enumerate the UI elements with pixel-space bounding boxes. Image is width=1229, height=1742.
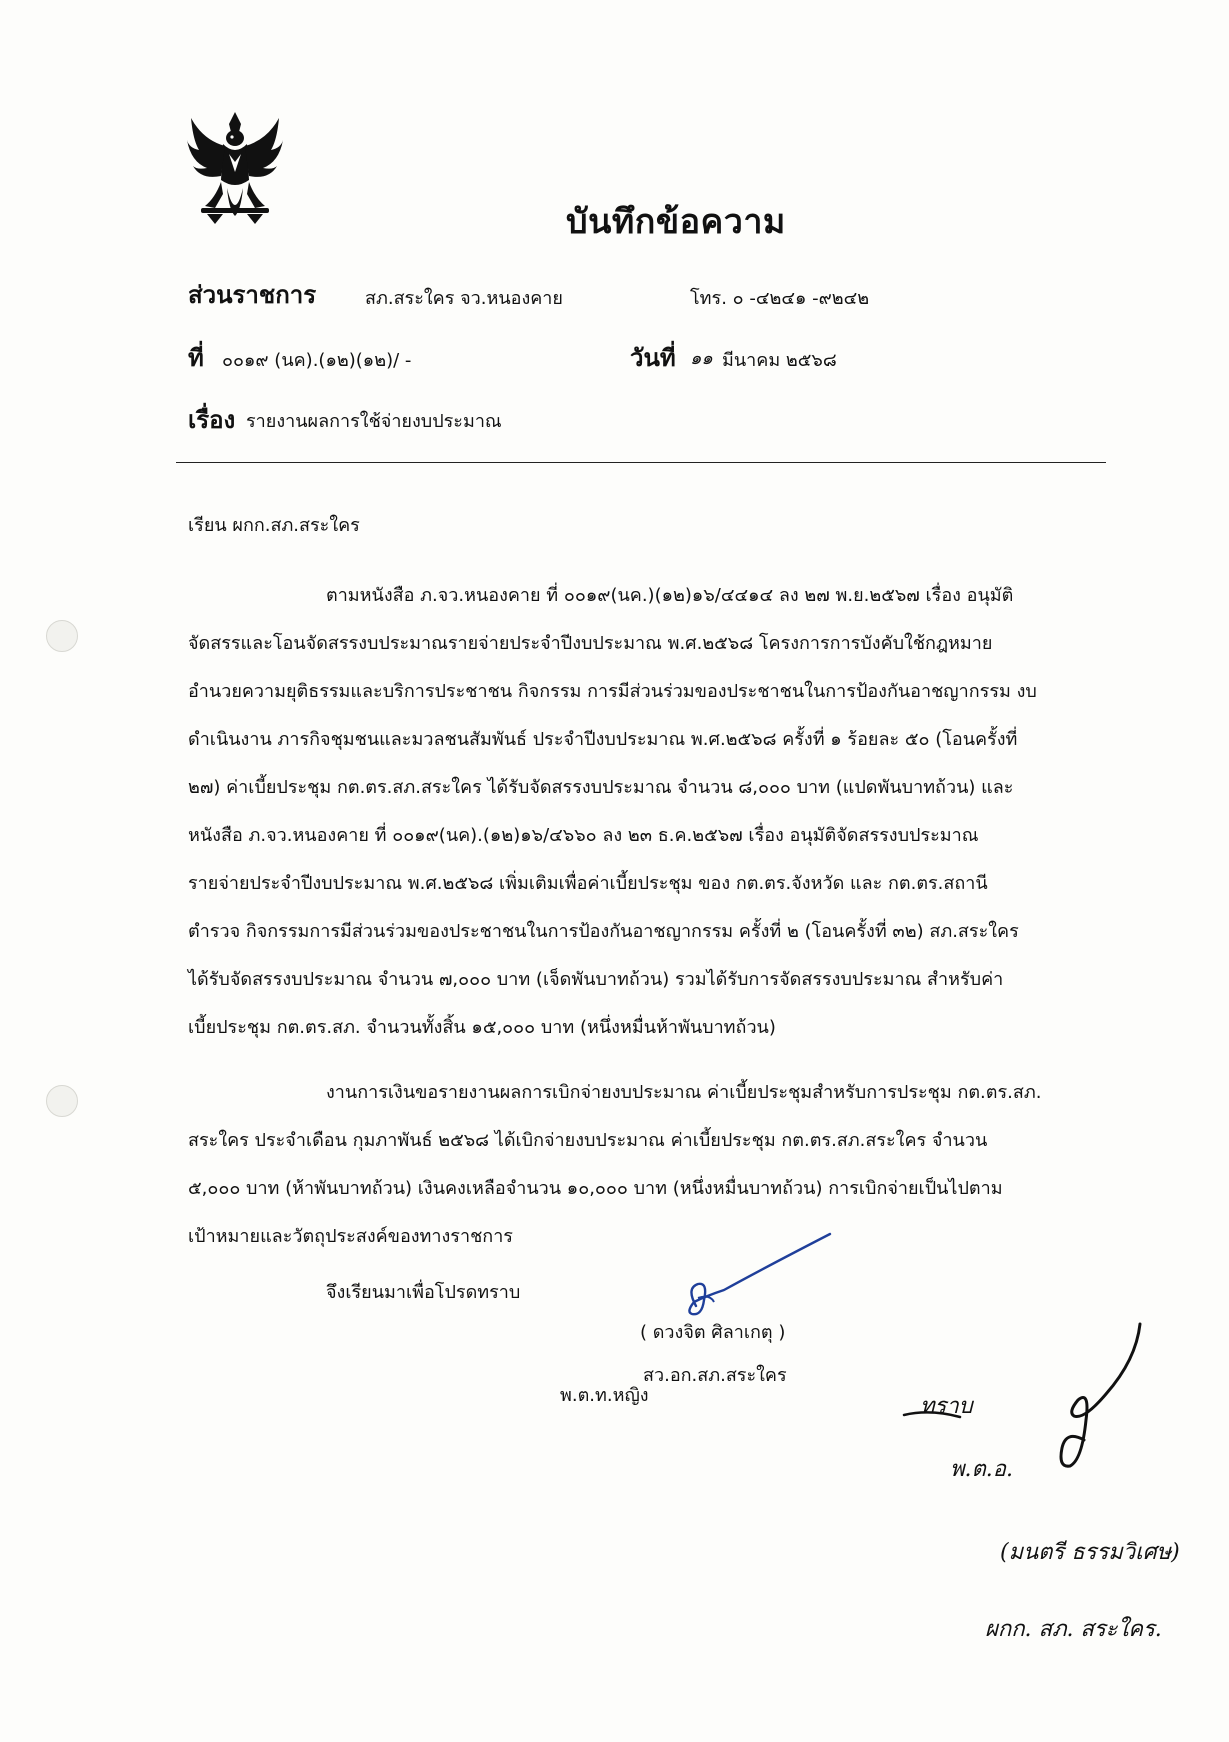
agency-value: สภ.สระใคร จว.หนองคาย bbox=[365, 288, 563, 309]
signer-name: ( ดวงจิต ศิลาเกตุ ) bbox=[640, 1322, 786, 1343]
reference-number: ๐๐๑๙ (นค).(๑๒)(๑๒)/ - bbox=[222, 350, 412, 371]
date-row bbox=[630, 338, 676, 377]
body-line: จัดสรรและโอนจัดสรรงบประมาณรายจ่ายประจำปีงบประมาณ พ.ศ.๒๕๖๘ โครงการการบังคับใช้กฎหมาย bbox=[188, 633, 993, 654]
date-day-handwritten: ๑๑ bbox=[690, 348, 713, 369]
closing-line: จึงเรียนมาเพื่อโปรดทราบ bbox=[326, 1282, 521, 1303]
subject-row bbox=[188, 400, 235, 439]
body-line: เบี้ยประชุม กต.ตร.สภ. จำนวนทั้งสิ้น ๑๕,๐๐๐ บาท (หนึ่งหมื่นห้าพันบาทถ้วน) bbox=[188, 1017, 776, 1038]
memo-title: บันทึกข้อความ bbox=[566, 202, 786, 242]
body-line: ๒๗) ค่าเบี้ยประชุม กต.ตร.สภ.สระใคร ได้รับจัดสรรงบประมาณ จำนวน ๘,๐๐๐ บาท (แปดพันบาทถ้วน) และ bbox=[188, 777, 1014, 798]
body-line: ตามหนังสือ ภ.จว.หนองคาย ที่ ๐๐๑๙(นค.)(๑๒)๑๖/๔๔๑๔ ลง ๒๗ พ.ย.๒๕๖๗ เรื่อง อนุมัติ bbox=[326, 585, 1014, 606]
handwritten-acknowledged: ทราบ bbox=[920, 1394, 973, 1419]
date-label: วันที่ bbox=[630, 344, 676, 372]
agency-label: ส่วนราชการ bbox=[188, 281, 317, 309]
garuda-emblem-icon bbox=[185, 110, 285, 226]
signature-mark-icon bbox=[684, 1228, 834, 1328]
agency-row bbox=[188, 275, 316, 314]
body-line: สระใคร ประจำเดือน กุมภาพันธ์ ๒๕๖๘ ได้เบิกจ่ายงบประมาณ ค่าเบี้ยประชุม กต.ตร.สภ.สระใคร จำนวน bbox=[188, 1130, 988, 1151]
body-line: หนังสือ ภ.จว.หนองคาย ที่ ๐๐๑๙(นค).(๑๒)๑๖/๔๖๖๐ ลง ๒๓ ธ.ค.๒๕๖๗ เรื่อง อนุมัติจัดสรรงบประมาณ bbox=[188, 825, 979, 846]
body-line: ตำรวจ กิจกรรมการมีส่วนร่วมของประชาชนในการป้องกันอาชญากรรม ครั้งที่ ๒ (โอนครั้งที่ ๓๒) สภ.สระใคร bbox=[188, 921, 1019, 942]
body-line: ๕,๐๐๐ บาท (ห้าพันบาทถ้วน) เงินคงเหลือจำนวน ๑๐,๐๐๐ บาท (หนึ่งหมื่นบาทถ้วน) การเบิกจ่ายเป็นไปตาม bbox=[188, 1178, 1003, 1199]
handwritten-rank: พ.ต.อ. bbox=[950, 1457, 1013, 1482]
subject-value: รายงานผลการใช้จ่ายงบประมาณ bbox=[246, 411, 502, 432]
body-line: งานการเงินขอรายงานผลการเบิกจ่ายงบประมาณ ค่าเบี้ยประชุมสำหรับการประชุม กต.ตร.สภ. bbox=[326, 1082, 1042, 1103]
phone-number: โทร. ๐ -๔๒๔๑ -๙๒๔๒ bbox=[690, 288, 870, 309]
signer-rank: พ.ต.ท.หญิง bbox=[560, 1385, 649, 1406]
underline-stroke-icon bbox=[900, 1395, 990, 1425]
reference-label: ที่ bbox=[188, 344, 204, 372]
punch-hole bbox=[46, 1085, 78, 1117]
reference-row bbox=[188, 338, 204, 377]
body-line: ดำเนินงาน ภารกิจชุมชนและมวลชนสัมพันธ์ ประจำปีงบประมาณ พ.ศ.๒๕๖๘ ครั้งที่ ๑ ร้อยละ ๕๐ (โอนครั้งที่ bbox=[188, 729, 1018, 750]
body-line: ได้รับจัดสรรงบประมาณ จำนวน ๗,๐๐๐ บาท (เจ็ดพันบาทถ้วน) รวมได้รับการจัดสรรงบประมาณ สำหรับค่า bbox=[188, 969, 1004, 990]
handwritten-name: (มนตรี ธรรมวิเศษ) bbox=[1000, 1540, 1180, 1565]
body-line: เป้าหมายและวัตถุประสงค์ของทางราชการ bbox=[188, 1226, 513, 1247]
handwritten-position: ผกก. สภ. สระใคร. bbox=[985, 1617, 1162, 1642]
body-line: รายจ่ายประจำปีงบประมาณ พ.ศ.๒๕๖๘ เพิ่มเติมเพื่อค่าเบี้ยประชุม ของ กต.ตร.จังหวัด และ กต.ตร.สถานี bbox=[188, 873, 988, 894]
body-line: อำนวยความยุติธรรมและบริการประชาชน กิจกรรม การมีส่วนร่วมของประชาชนในการป้องกันอาชญากรรม งบ bbox=[188, 681, 1037, 702]
punch-hole bbox=[46, 620, 78, 652]
header-divider bbox=[176, 462, 1106, 463]
subject-label: เรื่อง bbox=[188, 406, 236, 434]
signer-position: สว.อก.สภ.สระใคร bbox=[643, 1365, 787, 1386]
date-value: มีนาคม ๒๕๖๘ bbox=[722, 350, 837, 371]
salutation: เรียน ผกก.สภ.สระใคร bbox=[188, 515, 360, 536]
director-signature-icon bbox=[1040, 1320, 1150, 1470]
